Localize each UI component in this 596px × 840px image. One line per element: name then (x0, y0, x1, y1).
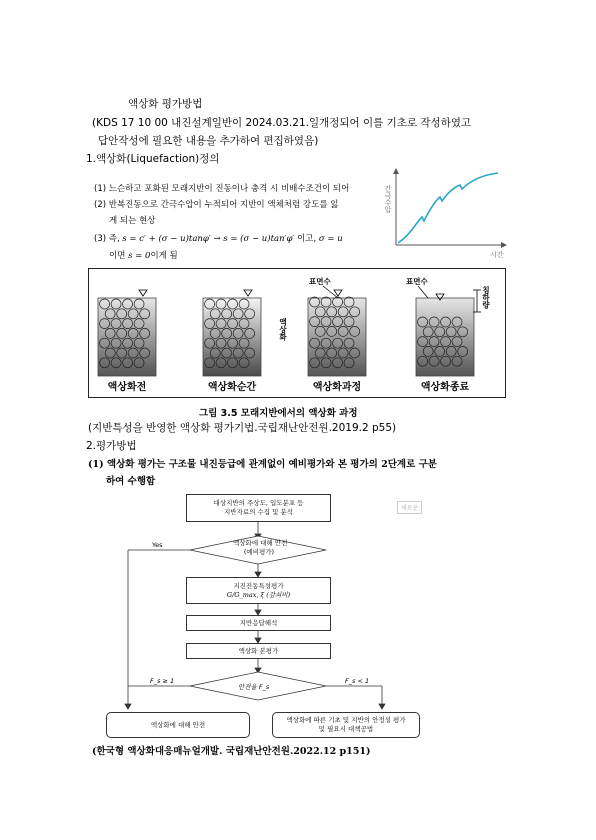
definition-2a: (2) 반복진동으로 간극수압이 누적되어 지반이 액체처럼 강도를 잃 (94, 200, 339, 210)
surface-water-label-4: 표면수 (406, 277, 428, 286)
source-2: (한국형 액상화대응매뉴얼개발. 국립재난안전원.2022.12 p151) (92, 746, 371, 757)
item1-line-1: (1) 액상화 평가는 구조물 내진등급에 관계없이 예비평가와 본 평가의 2단계로 구분 (88, 459, 437, 470)
shear-strength-formula: s = c′ + (σ − u)tanφ′ → s = (σ − u)tan′φ′ (122, 234, 295, 244)
zero-strength-formula: s = 0 (128, 251, 151, 261)
step-data-collection-line1: 대상지반의 주상도, 입도분포 등 (213, 499, 304, 508)
definition-2b: 게 되는 현상 (109, 216, 156, 226)
figure-caption: 그림 3.5 모래지반에서의 액상화 과정 (199, 408, 358, 419)
surface-water-label-3: 표면수 (309, 277, 331, 286)
definition-3-prefix: (3) 즉, (94, 234, 120, 244)
item1-line-2: 하여 수행함 (106, 476, 156, 487)
step-data-collection (186, 494, 331, 522)
definition-3b-suffix: 이게 됨 (150, 251, 178, 261)
intro-line-2: 답안작성에 필요한 내용을 추가하여 편집하였음) (98, 135, 319, 147)
settlement-label: 침하량 (481, 286, 491, 309)
result-safe: 액상화에 대해 안전 (106, 712, 250, 738)
result-countermeasure-line1: 액상화에 따른 기초 및 지반의 안정성 평가 (286, 716, 406, 725)
liquefaction-side-label: 액상화 (278, 318, 288, 341)
preliminary-check-line2: (예비평가) (243, 548, 275, 556)
source-1: (지반특성을 반영한 액상화 평가기법.국립재난안전원.2019.2 p55) (88, 422, 397, 434)
watermark-stamp: 새로운 (397, 501, 422, 514)
graph-ylabel: 간극수압 (384, 185, 392, 213)
stage-label-3: 액상화과정 (312, 382, 362, 393)
step-ground-motion-line1: 지진진동특성평가 (233, 581, 284, 590)
preliminary-check-line1: 액상화에 대해 안전 (233, 539, 288, 547)
definition-3 (94, 232, 343, 244)
step-ground-motion (186, 577, 331, 604)
heading: 액상화 평가방법 (128, 98, 203, 110)
stage-label-4: 액상화종료 (420, 382, 470, 393)
step-ground-motion-line2: G/G_max, ξ (감쇠비) (226, 590, 291, 599)
liquefaction-stages-figure (88, 268, 506, 398)
step-data-collection-line2: 지반자료의 수집 및 분석 (224, 508, 293, 516)
intro-line-1: (KDS 17 10 00 내진설계일반이 2024.03.21.일개정되어 이를 기초로 작성하였고 (92, 117, 472, 129)
definition-3b (109, 249, 178, 261)
stage-label-2: 액상화순간 (207, 382, 257, 393)
graph-xlabel: 시간 (490, 251, 504, 259)
fs-ge-1-label: F_s ≥ 1 (150, 677, 175, 685)
section1-title: 1.액상화(Liquefaction)정의 (86, 153, 220, 165)
sigma-equals-u: σ = u (318, 234, 343, 244)
definition-3b-prefix: 이면 (109, 251, 126, 261)
safety-factor-diamond: 안전율 F_s (238, 683, 270, 691)
step-main-evaluation: 액상화 본평가 (186, 643, 331, 659)
pore-pressure-graph (382, 165, 512, 265)
preliminary-check-diamond (233, 538, 288, 556)
stage-label-1: 액상화전 (107, 382, 147, 393)
definition-1: (1) 느슨하고 포화된 모래지반이 진동이나 충격 시 비배수조건이 되어 (94, 184, 350, 194)
step-site-response: 지반응답해석 (186, 615, 331, 631)
definition-3-mid: 이고, (297, 234, 317, 244)
result-countermeasure-line2: 및 필요시 대책공법 (318, 725, 374, 733)
soil-column-3 (308, 298, 366, 376)
result-countermeasure (272, 712, 420, 738)
yes-label: Yes (152, 541, 163, 549)
fs-lt-1-label: F_s < 1 (345, 677, 370, 685)
section2-title: 2.평가방법 (86, 440, 137, 452)
pore-pressure-curve (398, 173, 498, 243)
